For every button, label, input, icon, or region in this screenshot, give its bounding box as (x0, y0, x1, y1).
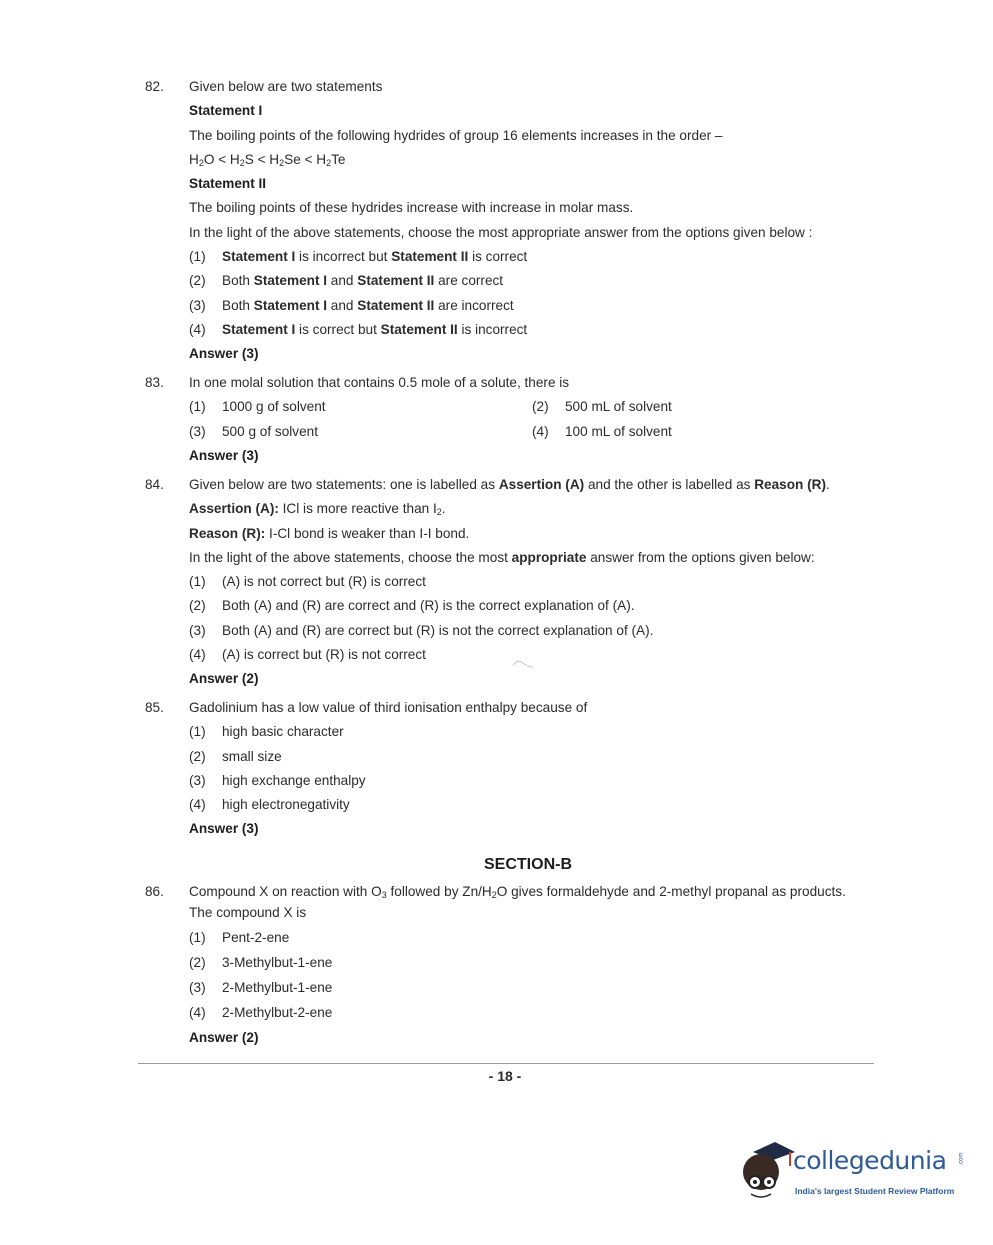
option-4: (4) 2-Methylbut-2-ene (189, 1005, 333, 1020)
option-4: (4) Statement I is correct but Statement II is incorrect (189, 321, 528, 337)
answer: Answer (3) (189, 447, 259, 463)
statement-2-text: The boiling points of these hydrides increase with increase in molar mass. (189, 200, 634, 216)
option-2: (2) small size (189, 748, 282, 764)
option-2: (2) 500 mL of solvent (532, 399, 672, 415)
question-text: Gadolinium has a low value of third ionisation enthalpy because of (189, 700, 588, 715)
option-row (189, 397, 879, 421)
option-4: (4) 100 mL of solvent (532, 423, 672, 439)
logo-wordmark: collegedunia (793, 1146, 947, 1175)
option-2: (2) Both Statement I and Statement II are correct (189, 273, 504, 289)
logo-tagline: India's largest Student Review Platform (795, 1186, 955, 1196)
option-1: (1) Pent-2-ene (189, 930, 290, 945)
mascot-icon (735, 1138, 795, 1208)
answer: Answer (3) (189, 821, 259, 837)
section-heading: SECTION-B (484, 856, 572, 873)
option-1: (1) high basic character (189, 724, 344, 740)
option-3: (3) Both Statement I and Statement II are incorrect (189, 297, 514, 313)
option-4: (4) high electronegativity (189, 797, 350, 813)
option-2: (2) Both (A) and (R) are correct and (R) is the correct explanation of (A). (189, 598, 635, 614)
logo-com: .com (958, 1152, 965, 1166)
answer: Answer (2) (189, 1030, 259, 1045)
page-number: - 18 - (488, 1068, 522, 1084)
collegedunia-logo (735, 1138, 965, 1208)
option-row (189, 422, 879, 446)
question-intro: Given below are two statements (189, 79, 383, 94)
question-number: 86. (145, 884, 164, 899)
option-4: (4) (A) is correct but (R) is not correct (189, 647, 426, 663)
reason: Reason (R): I-Cl bond is weaker than I-I bond. (189, 525, 470, 541)
scan-mark (512, 658, 534, 670)
hydride-order: $H_2O < H_2S < H_2Se < H_2Te$ (189, 151, 346, 168)
assertion: Assertion (A): ICl is more reactive than $I_2$. (189, 501, 446, 518)
statement-2-label: Statement II (189, 176, 267, 192)
question-text: Compound X on reaction with $O_3$ followed by $Zn/H_2O$ gives formaldehyde and 2-methyl propanal as products. (189, 884, 846, 900)
option-3: (3) high exchange enthalpy (189, 772, 366, 788)
answer: Answer (2) (189, 671, 259, 687)
instruction: In the light of the above statements, choose the most appropriate answer from the options given below : (189, 224, 813, 240)
option-2: (2) 3-Methylbut-1-ene (189, 955, 333, 970)
statement-1-label: Statement I (189, 103, 263, 119)
option-1: (1) (A) is not correct but (R) is correct (189, 574, 426, 590)
option-3: (3) Both (A) and (R) are correct but (R) is not the correct explanation of (A). (189, 622, 654, 638)
question-text-2: The compound X is (189, 905, 307, 920)
statement-1-text: The boiling points of the following hydrides of group 16 elements increases in the order – (189, 127, 723, 143)
option-3: (3) 500 g of solvent (189, 423, 318, 439)
question-number: 85. (145, 700, 164, 715)
question-number: 82. (145, 79, 164, 94)
question-number: 83. (145, 375, 164, 390)
question-number: 84. (145, 477, 164, 492)
question-intro: Given below are two statements: one is labelled as Assertion (A) and the other is labelled as Reason (R). (189, 477, 830, 492)
answer: Answer (3) (189, 346, 259, 362)
footer-divider (138, 1063, 874, 1064)
question-text: In one molal solution that contains 0.5 mole of a solute, there is (189, 375, 570, 390)
option-3: (3) 2-Methylbut-1-ene (189, 980, 333, 995)
instruction: In the light of the above statements, choose the most appropriate answer from the options given below: (189, 549, 815, 565)
option-1: (1) Statement I is incorrect but Statement II is correct (189, 249, 528, 265)
option-1: (1) 1000 g of solvent (189, 399, 326, 415)
